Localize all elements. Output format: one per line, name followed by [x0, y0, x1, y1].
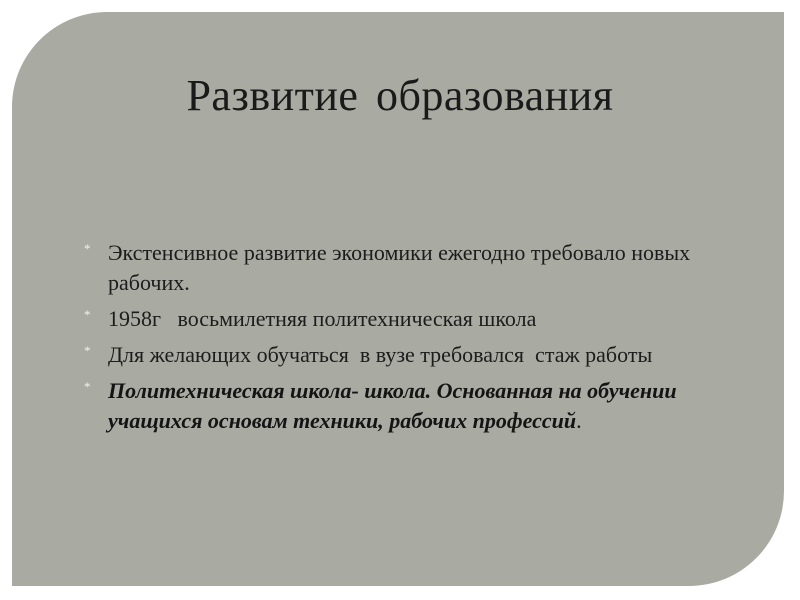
bullet-text: Для желающих обучаться в вузе требовался стаж работы [108, 342, 653, 367]
bullet-item [84, 340, 694, 370]
bullet-item [84, 304, 694, 334]
asterisk-bullet-icon: * [84, 379, 91, 394]
bullet-list [84, 238, 694, 442]
bullet-item [84, 238, 694, 298]
definition-period: . [576, 408, 582, 433]
asterisk-bullet-icon: * [84, 343, 91, 358]
bullet-text: 1958г восьмилетняя политехническая школа [108, 306, 537, 331]
definition-text: Политехническая школа- школа. Основанная на обучении учащихся основам техники, рабочих профессий [108, 378, 677, 433]
bullet-text: Экстенсивное развитие экономики ежегодно требовало новых рабочих. [108, 240, 691, 295]
bullet-text-bold-italic [108, 378, 677, 433]
slide [12, 12, 784, 586]
asterisk-bullet-icon: * [84, 307, 91, 322]
slide-title: Развитие образования [186, 71, 614, 120]
bullet-item-definition [84, 376, 694, 436]
asterisk-bullet-icon: * [84, 241, 91, 256]
